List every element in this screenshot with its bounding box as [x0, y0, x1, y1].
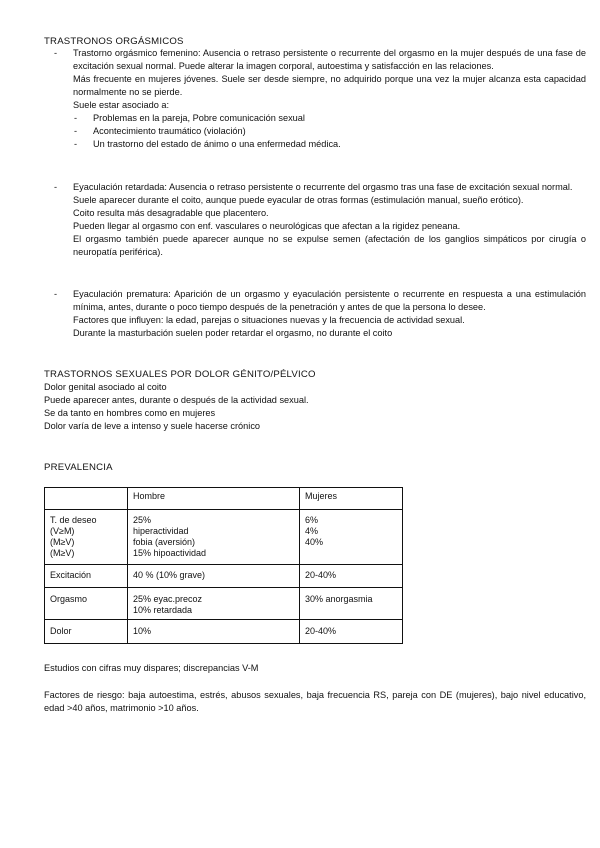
header-cell: Hombre [128, 488, 300, 510]
female-orgasmic-assoc-intro: Suele estar asociado a: [73, 100, 170, 110]
female-orgasmic-item [54, 47, 586, 151]
prevalence-title: PREVALENCIA [44, 462, 113, 473]
row-label-cell: Excitación [45, 565, 128, 588]
header-cell [45, 488, 128, 510]
pain-line: Se da tanto en hombres como en mujeres [44, 408, 216, 418]
delayed-ejaculation-line: Coito resulta más desagradable que placentero. [73, 208, 269, 218]
orgasmic-disorders-title: TRASTRONOS ORGÁSMICOS [44, 36, 184, 47]
row-label-cell: Dolor [45, 620, 128, 644]
prevalence-table [44, 487, 403, 644]
hombre-cell: 40 % (10% grave) [128, 565, 300, 588]
premature-ejaculation-definition: Eyaculación prematura: Aparición de un orgasmo y eyaculación persistente o recurrente en respuesta a una estimulación mínima, antes, durante o poco tiempo después de la penetración y antes de que la persona lo desee. [73, 289, 586, 312]
mujeres-cell: 30% anorgasmia [300, 588, 403, 620]
table-row [45, 510, 403, 565]
delayed-ejaculation-line: Pueden llegar al orgasmo con enf. vasculares o neurológicas que afectan a la rigidez peneana. [73, 221, 461, 231]
row-label-cell: Orgasmo [45, 588, 128, 620]
assoc-list-item: - Un trastorno del estado de ánimo o una enfermedad médica. [74, 139, 341, 149]
table-row [45, 565, 403, 588]
female-orgasmic-definition: Trastorno orgásmico femenino: Ausencia o retraso persistente o recurrente del orgasmo en la mujer después de una fase de excitación sexual normal. Puede alterar la imagen corporal, autoestima y satisfacción en las relaciones. [73, 48, 586, 71]
female-orgasmic-note: Más frecuente en mujeres jóvenes. Suele ser desde siempre, no adquirido porque una vez la mujer alcanza esta capacidad normalmente no se pierde. [73, 74, 586, 97]
bullet-dash: - [54, 289, 58, 299]
bullet-dash: - [54, 48, 58, 58]
pain-line: Dolor genital asociado al coito [44, 382, 167, 392]
premature-ejaculation-line: Durante la masturbación suelen poder retardar el orgasmo, no durante el coito [73, 328, 393, 338]
mujeres-cell: 20-40% [300, 620, 403, 644]
bullet-dash: - [54, 182, 58, 192]
pain-disorders-title: TRASTORNOS SEXUALES POR DOLOR GÉNITO/PÉLVICO [44, 369, 316, 380]
table-row [45, 620, 403, 644]
prevalence-note: Estudios con cifras muy dispares; discrepancias V-M [44, 663, 259, 673]
pain-line: Puede aparecer antes, durante o después de la actividad sexual. [44, 395, 309, 405]
mujeres-cell: 6% 4% 40% [300, 510, 403, 565]
assoc-list-item: - Acontecimiento traumático (violación) [74, 126, 246, 136]
header-cell: Mujeres [300, 488, 403, 510]
table-row [45, 588, 403, 620]
table-header-row [45, 488, 403, 510]
row-label-cell: T. de deseo (V≥M) (M≥V) (M≥V) [45, 510, 128, 565]
premature-ejaculation-item [54, 288, 586, 340]
mujeres-cell: 20-40% [300, 565, 403, 588]
assoc-list-item: - Problemas en la pareja, Pobre comunicación sexual [74, 113, 305, 123]
delayed-ejaculation-definition: Eyaculación retardada: Ausencia o retraso persistente o recurrente del orgasmo tras una fase de excitación sexual normal. [73, 182, 573, 192]
premature-ejaculation-line: Factores que influyen: la edad, parejas o situaciones nuevas y la frecuencia de actividad sexual. [73, 315, 465, 325]
hombre-cell: 10% [128, 620, 300, 644]
risk-factors-text: Factores de riesgo: baja autoestima, estrés, abusos sexuales, baja frecuencia RS, pareja con DE (mujeres), bajo nivel educativo, edad >40 años, matrimonio >10 años. [44, 690, 586, 713]
pain-line: Dolor varía de leve a intenso y suele hacerse crónico [44, 421, 261, 431]
pain-disorders-text [44, 381, 586, 433]
hombre-cell: 25% eyac.precoz 10% retardada [128, 588, 300, 620]
delayed-ejaculation-item [54, 181, 586, 259]
hombre-cell: 25% hiperactividad fobia (aversión) 15% hipoactividad [128, 510, 300, 565]
delayed-ejaculation-line: El orgasmo también puede aparecer aunque no se expulse semen (afectación de los ganglios simpáticos por cirugía o neuropatía periférica). [73, 234, 586, 257]
delayed-ejaculation-line: Suele aparecer durante el coito, aunque puede eyacular de otras formas (estimulación manual, sueño erótico). [73, 195, 524, 205]
